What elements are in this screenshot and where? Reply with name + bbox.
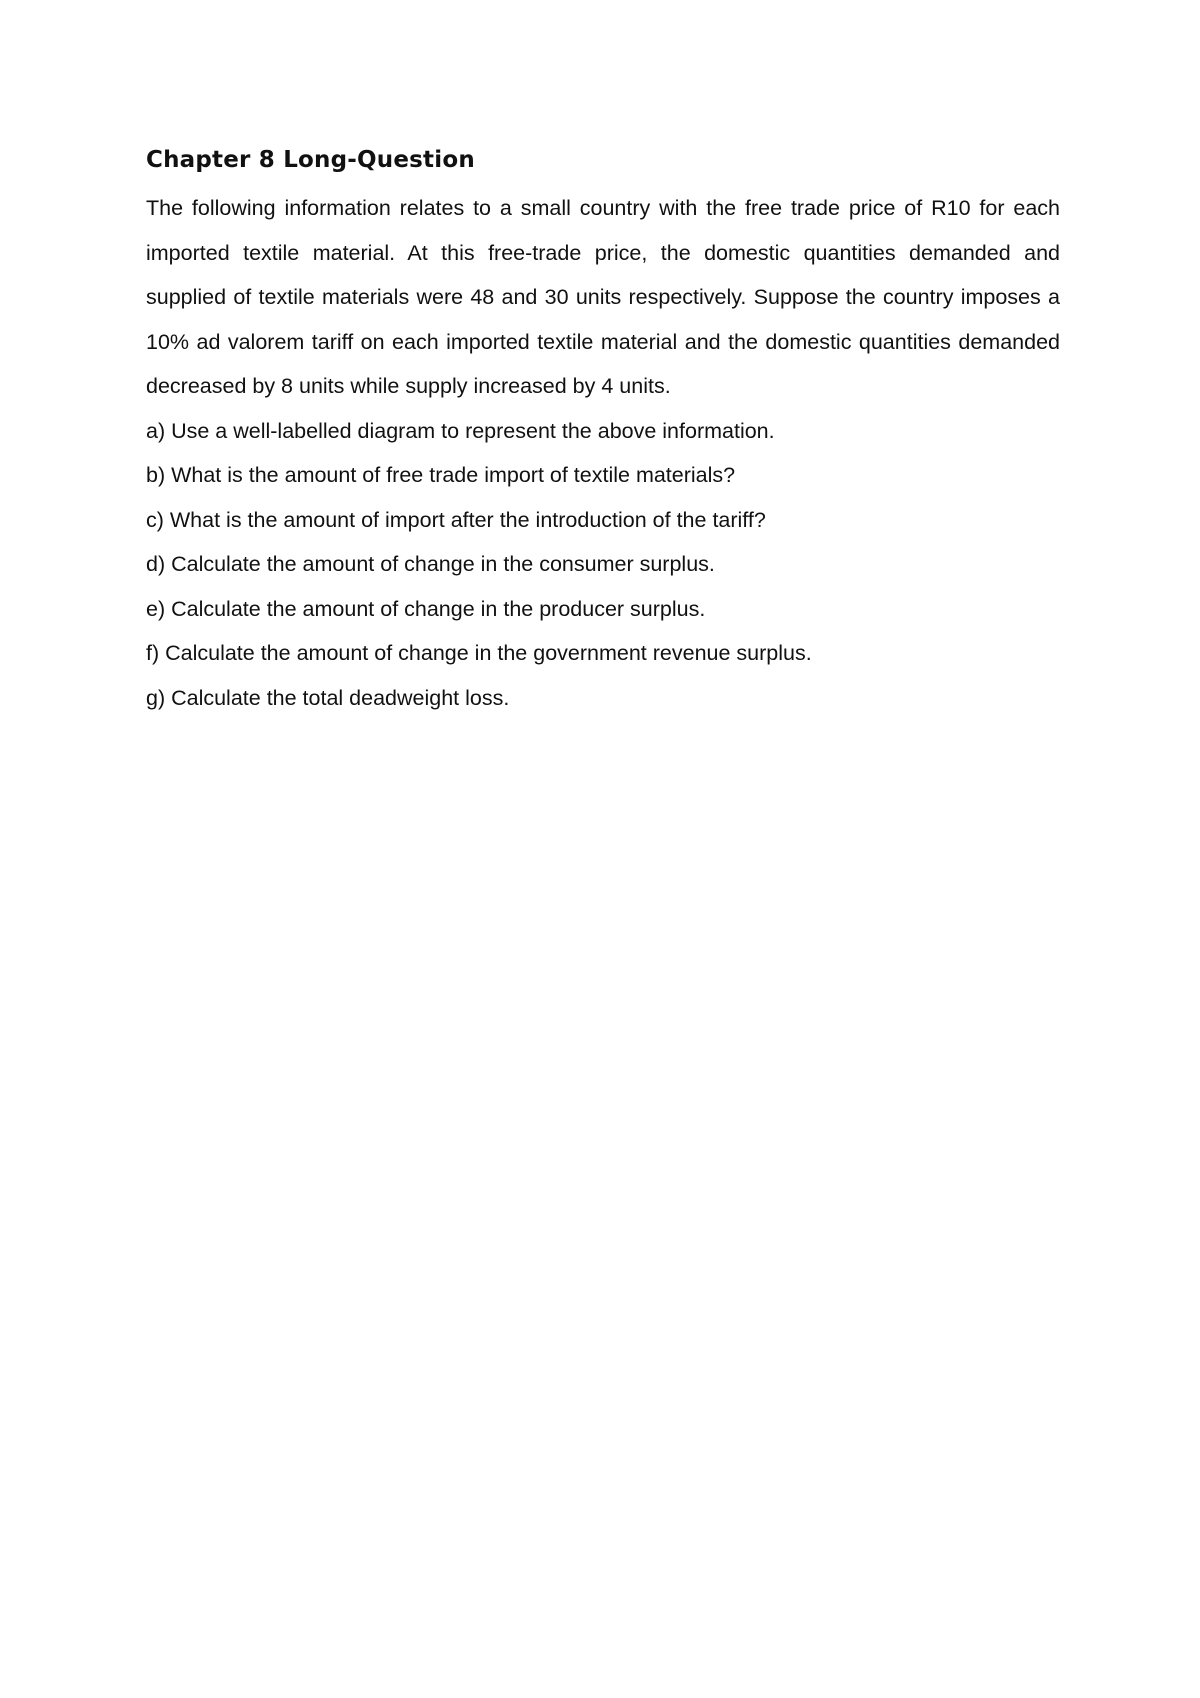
question-item-f: f) Calculate the amount of change in the government revenue surplus. [146, 641, 812, 665]
document-body [146, 140, 1060, 720]
question-item-d: d) Calculate the amount of change in the consumer surplus. [146, 552, 715, 576]
chapter-heading: Chapter 8 Long-Question [146, 147, 475, 173]
question-item-b: b) What is the amount of free trade import of textile materials? [146, 463, 736, 487]
question-item-e: e) Calculate the amount of change in the producer surplus. [146, 596, 706, 621]
question-list [146, 409, 1060, 721]
question-item-c: c) What is the amount of import after the introduction of the tariff? [146, 507, 766, 532]
question-intro-paragraph: The following information relates to a small country with the free trade price of R10 for each imported textile material. At this free-trade price, the domestic quantities demanded and supplied of textile materials were 48 and 30 units respectively. Suppose the country imposes a 10% ad valorem tariff on each imported textile material and the domestic quantities demanded decreased by 8 units while supply increased by 4 units. [146, 196, 1060, 398]
question-item-a: a) Use a well-labelled diagram to represent the above information. [146, 418, 775, 443]
question-item-g: g) Calculate the total deadweight loss. [146, 685, 510, 710]
